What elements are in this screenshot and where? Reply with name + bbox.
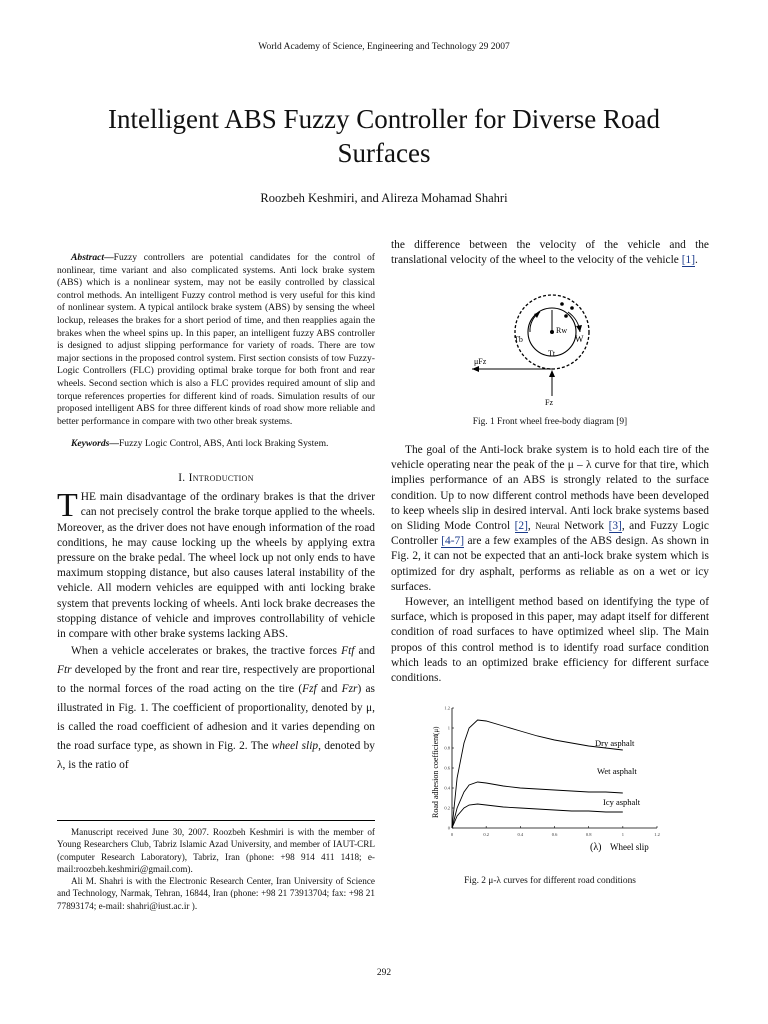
y-tick-label: 0.2: [444, 805, 450, 811]
p2-text-f: , denoted by λ, is the ratio of: [57, 740, 376, 772]
x-tick-label: 0: [450, 832, 454, 837]
chart-xlabel-symbol: (λ): [590, 842, 602, 853]
paper-title: [60, 102, 708, 170]
p2-text-a: When a vehicle accelerates or brakes, the tractive forces: [71, 645, 337, 658]
y-tick-label: 0: [447, 825, 450, 831]
abstract: Abstract—Fuzzy controllers are potential candidates for the control of nonlinear, time variant and also complicated systems. Anti lock brake system (ABS) which is a nonlinear system, may not be easily controlled by classical control methods. An intelligent Fuzzy control method is very useful for this kind of nonlinear system. A typical antilock brake system (ABS) by sensing the wheel lockup, releases the brakes for a short period of time, and then reapplies again the brakes when the wheel spins up. In this paper, an intelligent fuzzy ABS controller is designed to adjust slipping performance for variety of roads. There are tow major sections in the proposed control system. First section consists of tow Fuzzy-Logic Controllers (FLC) providing optimal brake torque for both front and rear wheels. Second section which is also a FLC provides required amount of slip and torque references properties for different kind of roads. Simulation results of our proposed intelligent ABS for three different kinds of road show more reliable and better performance in compare with two other break systems.: [57, 252, 375, 427]
footnotes: [57, 826, 375, 912]
drop-cap: T: [57, 487, 78, 525]
intro-paragraph-2: When a vehicle accelerates or brakes, the tractive forces Ftf and Ftr developed by the front and rear tire, respectively are proportional to the normal forces of the road acting on the tire (Fzf and Fzr) as illustrated in Fig. 1. The coefficient of proportionality, denoted by μ, is called the road coefficient of adhesion and it varies depending on the road surface type, as shown in Fig. 2. The wheel slip, denoted by λ, is the ratio of: [57, 645, 376, 772]
label-fz: Fz: [545, 398, 553, 407]
sym-ftf: Ftf: [341, 645, 355, 658]
y-tick-label: 1.2: [444, 705, 450, 711]
y-tick-label: 0.6: [444, 765, 450, 771]
p2-text-d: as illustrated in Fig. 1. The coefficient of proportionality, denoted by μ, is called the road coefficient of adhesion and it varies depending on the road surface type, as shown in Fig. 2. The: [57, 683, 375, 753]
footnote-1: Manuscript received June 30, 2007. Roozbeh Keshmiri is with the member of Young Researchers Club, Tabriz Islamic Azad University, and member of IAUT-CRL (computer Research Laboratory), Tabriz, Iran (phone: +98 914 411 1418; e-mail:roozbeh.keshmiri@gmail.com).: [57, 827, 375, 874]
section-title: Introduction: [188, 471, 254, 484]
w-arrowhead: [576, 325, 582, 332]
title-line-2: Surfaces: [337, 138, 431, 168]
intro-p1-text: HE main disadvantage of the ordinary brakes is that the driver can not precisely control the brake torque applied to the wheels. Moreover, as the driver does not have enough information of the road conditions, he may cause locking up the wheels by applying extra pressure on the brake pedal. The wheel lock up not only ends to have maximum stopping distance, but also causes lateral instability of the vehicle. All modern vehicles are equipped with anti locking brake system that prevents locking of wheels. Anti lock brake decreases the stopping distance of vehicle and improves controllability of vehicle in compare with other brake systems lacking ABS.: [57, 491, 375, 640]
x-tick-label: 0.2: [483, 832, 489, 837]
label-w: W: [575, 334, 584, 344]
series-line-icy-asphalt: [452, 804, 623, 828]
keywords: Keywords—Fuzzy Logic Control, ABS, Anti lock Braking System.: [71, 438, 329, 450]
label-tt: Tt: [548, 349, 556, 358]
x-tick-label: 0.8: [585, 832, 592, 837]
tread-dot-3: [564, 314, 568, 318]
series-label-icy-asphalt: Icy asphalt: [603, 797, 641, 807]
keywords-label: Keywords: [71, 438, 110, 450]
wheel-center: [550, 330, 554, 334]
running-header: World Academy of Science, Engineering and Technology 29 2007: [258, 42, 510, 52]
ref-link-3[interactable]: [3]: [608, 520, 622, 533]
tread-dot-2: [570, 306, 574, 310]
right-column-mid: [391, 443, 709, 686]
friction-arrowhead: [472, 366, 479, 372]
series-label-dry-asphalt: Dry asphalt: [595, 738, 635, 748]
series-line-wet-asphalt: [452, 782, 623, 828]
normal-arrowhead: [549, 370, 555, 377]
rp0-text: the difference between the velocity of the vehicle and the translational velocity of the wheel to the velocity of the vehicle: [391, 239, 709, 267]
p2-text-e: wheel slip: [271, 740, 319, 753]
abstract-label: Abstract: [71, 252, 105, 263]
x-tick-label: 0.4: [517, 832, 524, 837]
page-number: 292: [376, 968, 392, 978]
rp1-text-c: , and Fuzzy Logic Controller: [391, 520, 709, 548]
footnote-rule: [57, 820, 375, 821]
label-rw: Rw: [556, 326, 568, 335]
y-tick-label: 1: [447, 725, 450, 731]
ref-link-1[interactable]: [1]: [681, 254, 695, 267]
keywords-text: Fuzzy Logic Control, ABS, Anti lock Braking System.: [118, 438, 329, 450]
y-tick-label: 0.4: [444, 785, 450, 791]
section-heading: [57, 471, 375, 486]
figure-2-chart: [425, 700, 675, 860]
figure-2-caption: Fig. 2 μ-λ curves for different road conditions: [464, 876, 636, 886]
chart-series: [452, 720, 641, 828]
ref-link-4-7[interactable]: [4-7]: [441, 535, 465, 548]
chart-ylabel: Road adhesion coefficient: [431, 734, 440, 818]
x-tick-label: 1.2: [654, 832, 660, 837]
intro-paragraph-1: [57, 487, 375, 642]
sym-fzr: Fzr: [341, 683, 358, 696]
figure-1-diagram: [470, 292, 670, 410]
x-tick-label: 0.6: [551, 832, 558, 837]
rp1-neural: Neural: [535, 521, 560, 532]
footnote-2: Ali M. Shahri is with the Electronic Research Center, Iran University of Science and Technology, Narmak, Tehran, 16844, Iran (phone: +98 21 73913704; fax: +98 21 77893174; e-mail: shahri@iust.ac.ir ).: [57, 876, 375, 911]
sym-ftr: Ftr: [57, 664, 72, 677]
p2-text-c: developed by the front and rear tire, respectively are proportional to the normal forces of the road acting on the tire: [57, 664, 375, 696]
sym-and: and: [320, 683, 338, 696]
ref-link-2[interactable]: [2]: [514, 520, 528, 533]
right-paragraph-2: However, an intelligent method based on identifying the type of surface, which is proposed in this paper, may adapt itself for different condition of road surfaces to have optimized wheel slip. The Main propos of this control method is to identify road surface condition which leads to an optimized brake efficiency for different surface conditions.: [391, 596, 709, 685]
x-tick-label: 1: [621, 832, 624, 837]
section-number: I.: [178, 471, 186, 484]
left-column: [57, 252, 375, 775]
abstract-text: Fuzzy controllers are potential candidates for the control of nonlinear, time variant and also complicated systems. Anti lock brake system (ABS) which is a nonlinear system, may not be easily controlled by classical control methods. An intelligent Fuzzy control method is very useful for this kind of nonlinear system. A typical antilock brake system (ABS) by sensing the wheel lockup, releases the brakes for a short period of time, and then reapplies again the brakes when the wheel spins up. In this paper, an intelligent fuzzy ABS controller is designed to adjust slipping performance for variety of roads. There are tow major sections in the proposed control system. First section consists of tow Fuzzy-Logic Controllers (FLC) providing optimal brake torque for both front and rear wheels. Second section which is also a FLC provides required amount of slip and torque references properties for different kind of roads. Simulation results of our proposed intelligent ABS for three different kinds of road show more reliable and better performance in compare with two other break systems.: [57, 252, 375, 427]
label-tb: Tb: [514, 335, 523, 344]
rp1-text-b: Network: [564, 520, 605, 533]
y-tick-label: 0.8: [444, 745, 450, 751]
series-label-wet-asphalt: Wet asphalt: [597, 766, 637, 776]
tread-dot-1: [560, 302, 564, 306]
chart-ylabel-symbol: (μ): [432, 726, 440, 735]
chart-xlabel: Wheel slip: [610, 842, 649, 852]
label-mufz: μFz: [474, 357, 487, 366]
authors: Roozbeh Keshmiri, and Alireza Mohamad Shahri: [260, 191, 508, 205]
title-line-1: Intelligent ABS Fuzzy Controller for Diverse Road: [108, 104, 660, 134]
sym-fzf: Fzf: [302, 683, 317, 696]
rp1-text-a: The goal of the Anti-lock brake system is to hold each tire of the vehicle operating near the peak of the μ – λ curve for that tire, which implies performance of an ABS is strongly related to the surface condition. Up to now different control methods have been developed to keep wheels slip in desired interval. Anti lock brake systems based on Sliding Mode Control: [391, 444, 709, 533]
p2-text-b: and: [358, 645, 375, 658]
figure-1-caption: Fig. 1 Front wheel free-body diagram [9]: [472, 417, 628, 427]
right-column-top: [391, 238, 709, 268]
rp1-text-d: are a few examples of the ABS design. As shown in Fig. 2, it can not be expected that an anti-lock brake system which is optimized for dry asphalt, performs as reliable as on a wet or icy surfaces.: [391, 535, 709, 593]
right-paragraph-0: the difference between the velocity of the vehicle and the translational velocity of the wheel to the velocity of the vehicle [1].: [391, 239, 709, 267]
right-paragraph-1: The goal of the Anti-lock brake system is to hold each tire of the vehicle operating near the peak of the μ – λ curve for that tire, which implies performance of an ABS is strongly related to the surface condition. Up to now different control methods have been developed to keep wheels slip in desired interval. Anti lock brake systems based on Sliding Mode Control [2], Neural Network [3], and Fuzzy Logic Controller [4-7] are a few examples of the ABS design. As shown in Fig. 2, it can not be expected that an anti-lock brake system which is optimized for dry asphalt, performs as reliable as on a wet or icy surfaces.: [391, 444, 709, 593]
